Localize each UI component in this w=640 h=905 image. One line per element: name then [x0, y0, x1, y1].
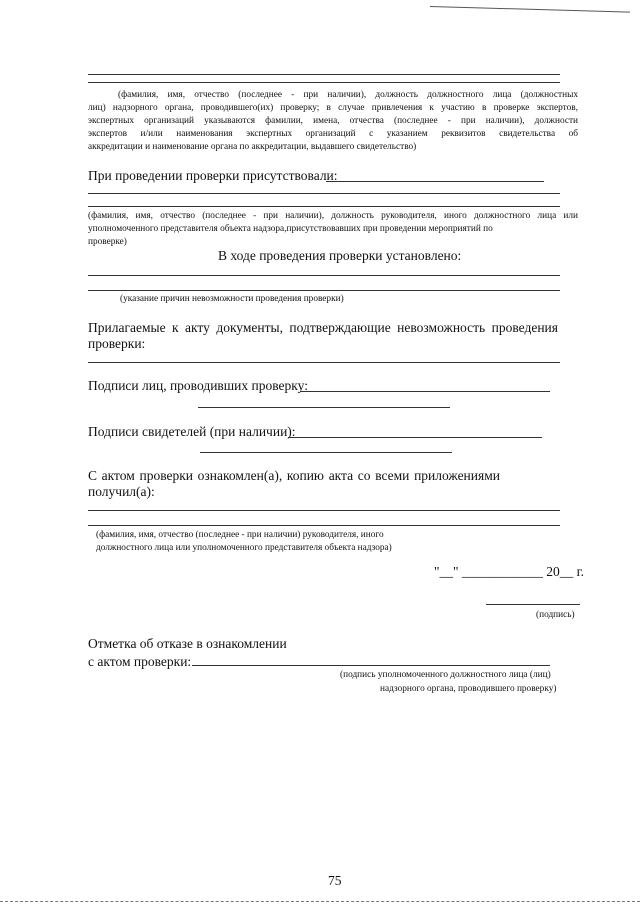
page-number: 75 [328, 873, 342, 888]
caption-line: проверке) [88, 237, 127, 247]
caption-line: надзорного органа, проводившего проверку) [380, 684, 557, 694]
signature-line [200, 452, 452, 453]
present-label: При проведении проверки присутствовали: [88, 168, 338, 183]
signature-caption: (подпись) [536, 610, 575, 620]
caption-line: (подпись уполномоченного должностного лица (лиц) [340, 670, 551, 680]
refusal-label: Отметка об отказе в ознакомлении [88, 636, 287, 651]
caption-line: (указание причин невозможности проведения проверки) [120, 294, 344, 304]
acquainted-label: получил(а): [88, 484, 155, 499]
blank-line [88, 193, 560, 194]
acquainted-label: С актом проверки ознакомлен(а), копию акта со всеми приложениями [88, 468, 500, 483]
caption-line: (фамилия, имя, отчество (последнее - при наличии) руководителя, иного [96, 530, 384, 540]
caption-line: должностного лица или уполномоченного представителя объекта надзора) [96, 543, 392, 553]
witnesses-signatures-label: Подписи свидетелей (при наличии): [88, 424, 296, 439]
scan-edge-top [430, 6, 630, 13]
date-line: "__" ____________ 20__ г. [434, 564, 585, 579]
blank-line [88, 82, 560, 83]
blank-line [326, 181, 544, 182]
caption-line: лиц) надзорного органа, проводившего(их) проверку; в случае привлечения к участию в проверке экспертов, [88, 103, 578, 113]
blank-line [88, 290, 560, 291]
caption-line: (фамилия, имя, отчество (последнее - при наличии), должность руководителя, иного должностного лица или [88, 211, 578, 221]
caption-line: экспертов и/или наименования экспертных организаций с указанием реквизитов свидетельства об [88, 129, 578, 139]
signature-line [300, 391, 550, 392]
documents-label: Прилагаемые к акту документы, подтверждающие невозможность проведения [88, 320, 558, 335]
caption-line: (фамилия, имя, отчество (последнее - при наличии), должность должностного лица (должностных [118, 90, 578, 100]
scan-edge-bottom [0, 901, 640, 902]
caption-line: экспертных организаций указываются фамилии, имена, отчества (последнее - при наличии), должности [88, 116, 578, 126]
signature-line [198, 407, 450, 408]
caption-line: аккредитации и наименование органа по аккредитации, выдавшего свидетельство) [88, 142, 417, 152]
established-heading: В ходе проведения проверки установлено: [218, 248, 462, 263]
caption-line: уполномоченного представителя объекта надзора,присутствовавших при проведении мероприятий по [88, 224, 493, 234]
blank-line [88, 74, 560, 75]
documents-label: проверки: [88, 336, 146, 351]
inspectors-signatures-label: Подписи лиц, проводивших проверку: [88, 378, 308, 393]
signature-line [486, 604, 580, 605]
refusal-label: с актом проверки: [88, 654, 192, 669]
signature-line [288, 437, 542, 438]
blank-line [88, 206, 560, 207]
signature-line [192, 665, 550, 666]
blank-line [88, 275, 560, 276]
blank-line [88, 510, 560, 511]
blank-line [88, 362, 560, 363]
blank-line [88, 525, 560, 526]
